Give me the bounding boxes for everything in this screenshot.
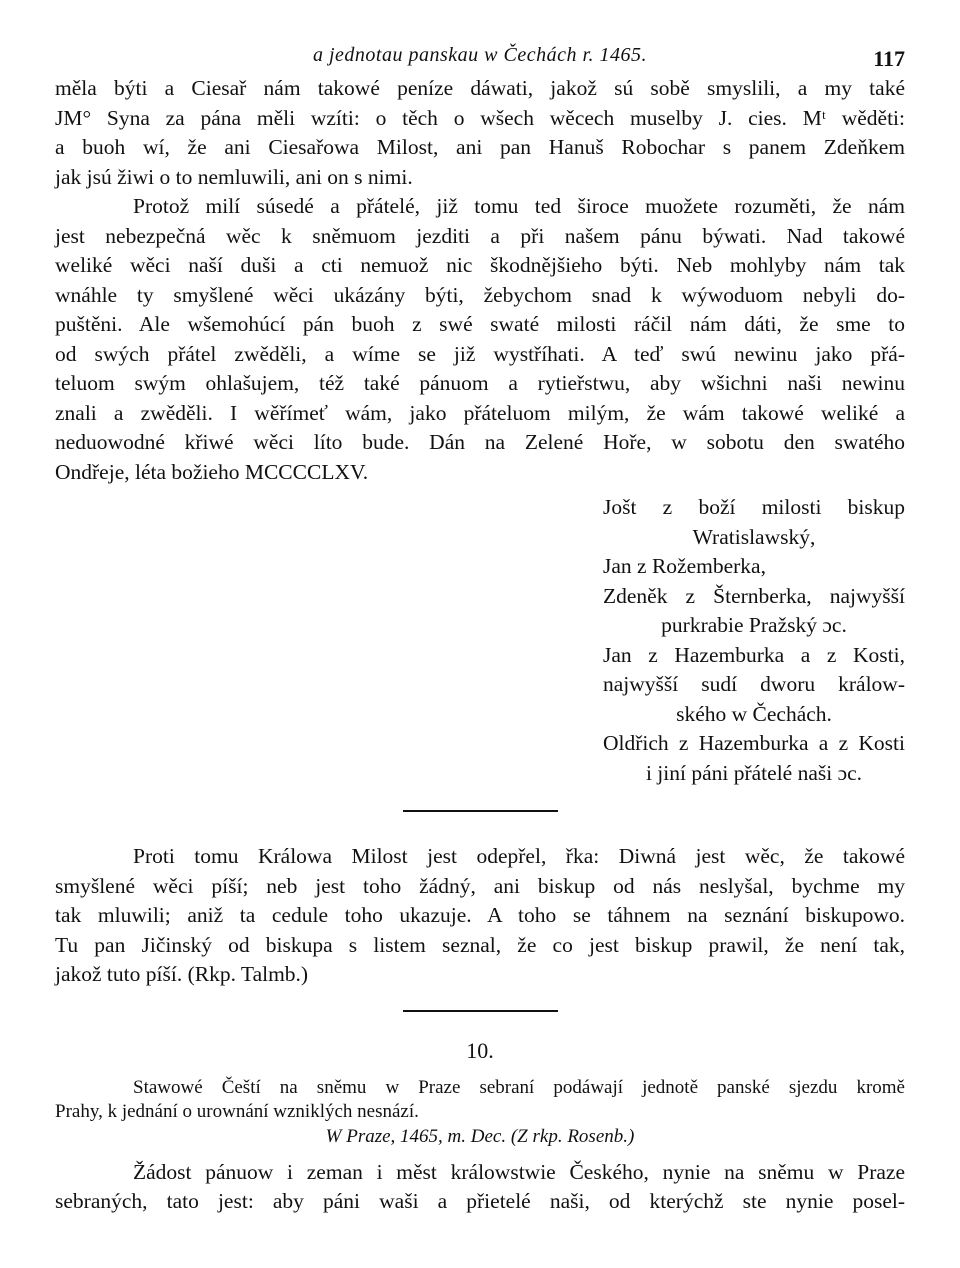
signature-line: Wratislawský, xyxy=(692,524,816,549)
text-line: sebraných, tato jest: aby páni waši a přietelé naši, od kterýchž ste nynie posel- xyxy=(55,1189,905,1213)
summary-line: Prahy, k jednání o urownání wzniklých nesnází. xyxy=(55,1100,419,1122)
text-line: jakož tuto píší. (Rkp. Talmb.) xyxy=(55,962,309,986)
summary-line: Stawowé Čeští na sněmu w Praze sebraní podáwají jednotě panské sjezdu kromě xyxy=(133,1076,905,1098)
text-line: Tu pan Jičinský od biskupa s listem seznal, že co jest biskup prawil, že není tak, xyxy=(55,932,905,957)
paragraph-proti-tomu xyxy=(55,842,905,990)
document-number: 10. xyxy=(466,1037,494,1063)
text-line: měla býti a Ciesař nám takowé peníze dáwati, jakož sú sobě smyslili, a my také xyxy=(55,76,905,100)
text-line: Žádost pánuow i zeman i měst králowstwie Českého, nynie na sněmu w Praze xyxy=(133,1159,905,1184)
page-header xyxy=(55,40,905,74)
text-line: tak mluwili; aniž ta cedule toho ukazuje. A toho se táhnem na seznání biskupowo. xyxy=(55,903,905,927)
text-line: JM° Syna za pána měli wzíti: o těch o wšech wěcech muselby J. cies. Mᵗ wěděti: xyxy=(55,105,905,130)
paragraph-protoz xyxy=(55,192,905,487)
text-line: Protož milí súsedé a přátelé, již tomu ted široce muožete rozuměti, že nám xyxy=(133,194,905,218)
signature-line: ského w Čechách. xyxy=(676,701,832,726)
text-line: smyšlené wěci píší; neb jest toho žádný, ani biskup od nás neslyšal, bychme my xyxy=(55,873,905,898)
signature-line: Jošt z boží milosti biskup xyxy=(603,495,905,519)
section-divider xyxy=(403,1010,558,1012)
text-line: Proti tomu Králowa Milost jest odepřel, řka: Diwná jest wěc, že takowé xyxy=(133,844,905,868)
text-line: teluom swým ohlašujem, též také pánuom a rytieřstwu, aby wšichni naši newinu xyxy=(55,371,905,395)
paragraph-letter-end xyxy=(55,74,905,192)
book-page xyxy=(55,40,905,1217)
document-summary xyxy=(55,1076,905,1124)
signature-line: i jiní páni přátelé naši ɔc. xyxy=(645,760,863,785)
text-line: a buoh wí, že ani Ciesařowa Milost, ani pan Hanuš Robochar s panem Zdeňkem xyxy=(55,135,905,159)
text-line: puštěni. Ale wšemohúcí pán buoh z swé swaté milosti ráčil nám dáti, že sme to xyxy=(55,312,905,336)
signature-line: Zdeněk z Šternberka, najwyšší xyxy=(603,583,905,608)
running-head: a jednotau panskau w Čechách r. 1465. xyxy=(312,44,648,66)
text-line: od swých přátel zwěděli, a wíme se již wystříhati. A teď swú newinu jako přá- xyxy=(55,341,905,366)
paragraph-zadost xyxy=(55,1158,905,1217)
text-line: jest nebezpečná wěc k sněmuom jezditi a při našem pánu býwati. Nad takowé xyxy=(55,223,905,248)
text-line: Ondřeje, léta božieho MCCCCLXV. xyxy=(55,459,369,484)
text-line: jak jsú žiwi o to nemluwili, ani on s nimi. xyxy=(55,164,413,189)
signature-line: Jan z Rožemberka, xyxy=(603,554,766,578)
signature-line: najwyšší sudí dworu králow- xyxy=(603,672,905,696)
text-line: wnáhle ty smyšlené wěci ukázány býti, žebychom snad k wýwoduom nebyli do- xyxy=(55,282,905,307)
signature-line: Oldřich z Hazemburka a z Kosti xyxy=(603,731,905,755)
signature-block xyxy=(603,493,905,788)
page-number: 117 xyxy=(873,46,905,71)
document-source: W Praze, 1465, m. Dec. (Z rkp. Rosenb.) xyxy=(325,1125,635,1147)
section-divider xyxy=(403,810,558,812)
signature-line: purkrabie Pražský ɔc. xyxy=(661,613,847,637)
signature-line: Jan z Hazemburka a z Kosti, xyxy=(603,642,905,667)
text-line: neduowodné křiwé wěci líto bude. Dán na Zelené Hoře, w sobotu den swatého xyxy=(55,430,905,454)
text-line: weliké wěci naší duši a cti nemuož nic škodnějšieho býti. Neb mohlyby nám tak xyxy=(55,253,905,277)
text-line: znali a zwěděli. I wěřímeť wám, jako přáteluom milým, že wám takowé weliké a xyxy=(55,400,905,425)
